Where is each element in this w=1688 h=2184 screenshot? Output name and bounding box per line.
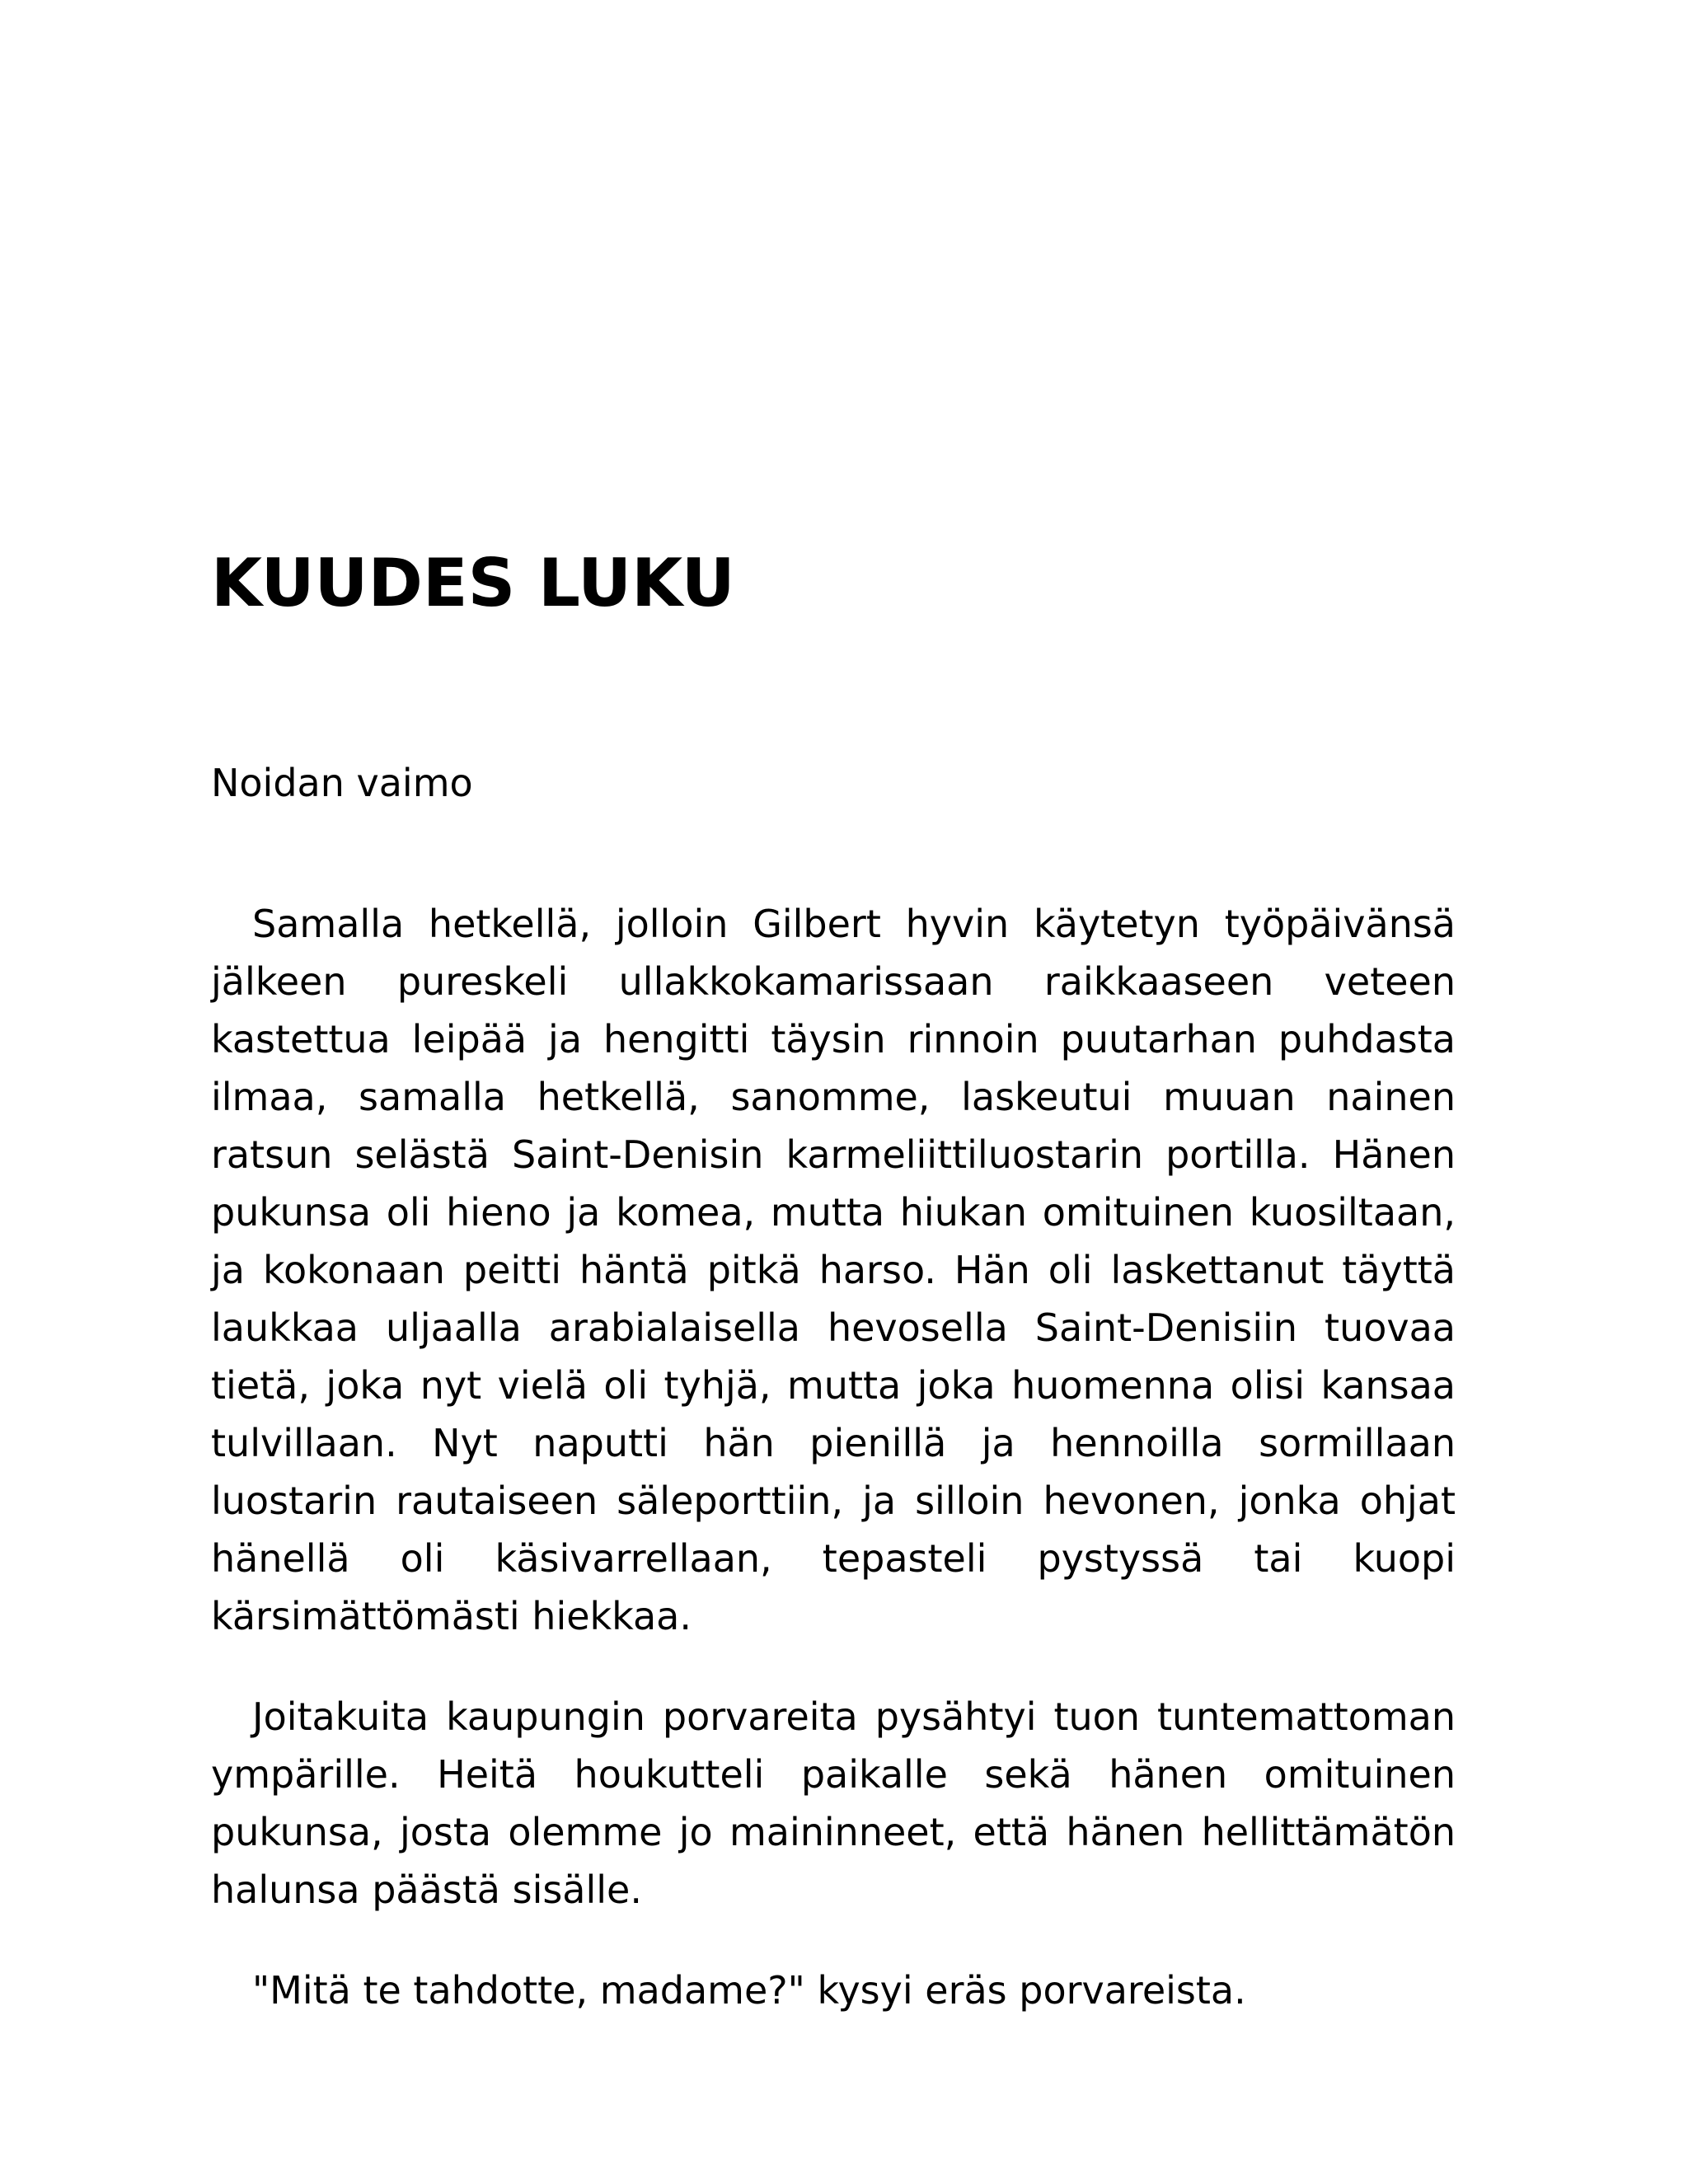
chapter-subtitle: Noidan vaimo bbox=[211, 761, 473, 805]
paragraph: "Mitä te tahdotte, madame?" kysyi eräs porvareista. bbox=[252, 1968, 1246, 2013]
chapter-body bbox=[211, 895, 1456, 2062]
chapter-title: KUUDES LUKU bbox=[211, 545, 735, 621]
document-page bbox=[211, 0, 1456, 2184]
paragraph: Samalla hetkellä, jolloin Gilbert hyvin käytetyn työpäivänsä jälkeen pureskeli ullakkokamarissaan raikkaaseen veteen kastettua leipää ja hengitti täysin rinnoin puutarhan puhdasta ilmaa, samalla hetkellä, sanomme, laskeutui muuan nainen ratsun selästä Saint-Denisin karmeliittiluostarin portilla. Hänen pukunsa oli hieno ja komea, mutta hiukan omituinen kuosiltaan, ja kokonaan peitti häntä pitkä harso. Hän oli laskettanut täyttä laukkaa uljaalla arabialaisella hevosella Saint-Denisiin tuovaa tietä, joka nyt vielä oli tyhjä, mutta joka huomenna olisi kansaa tulvillaan. Nyt naputti hän pienillä ja hennoilla sormillaan luostarin rautaiseen säleporttiin, ja silloin hevonen, jonka ohjat hänellä oli käsivarrellaan, tepasteli pystyssä tai kuopi kärsimättömästi hiekkaa. bbox=[211, 902, 1456, 1638]
paragraph: Joitakuita kaupungin porvareita pysähtyi tuon tuntemattoman ympärille. Heitä houkutteli paikalle sekä hänen omituinen pukunsa, josta olemme jo maininneet, että hänen hellittämätön halunsa päästä sisälle. bbox=[211, 1694, 1456, 1912]
